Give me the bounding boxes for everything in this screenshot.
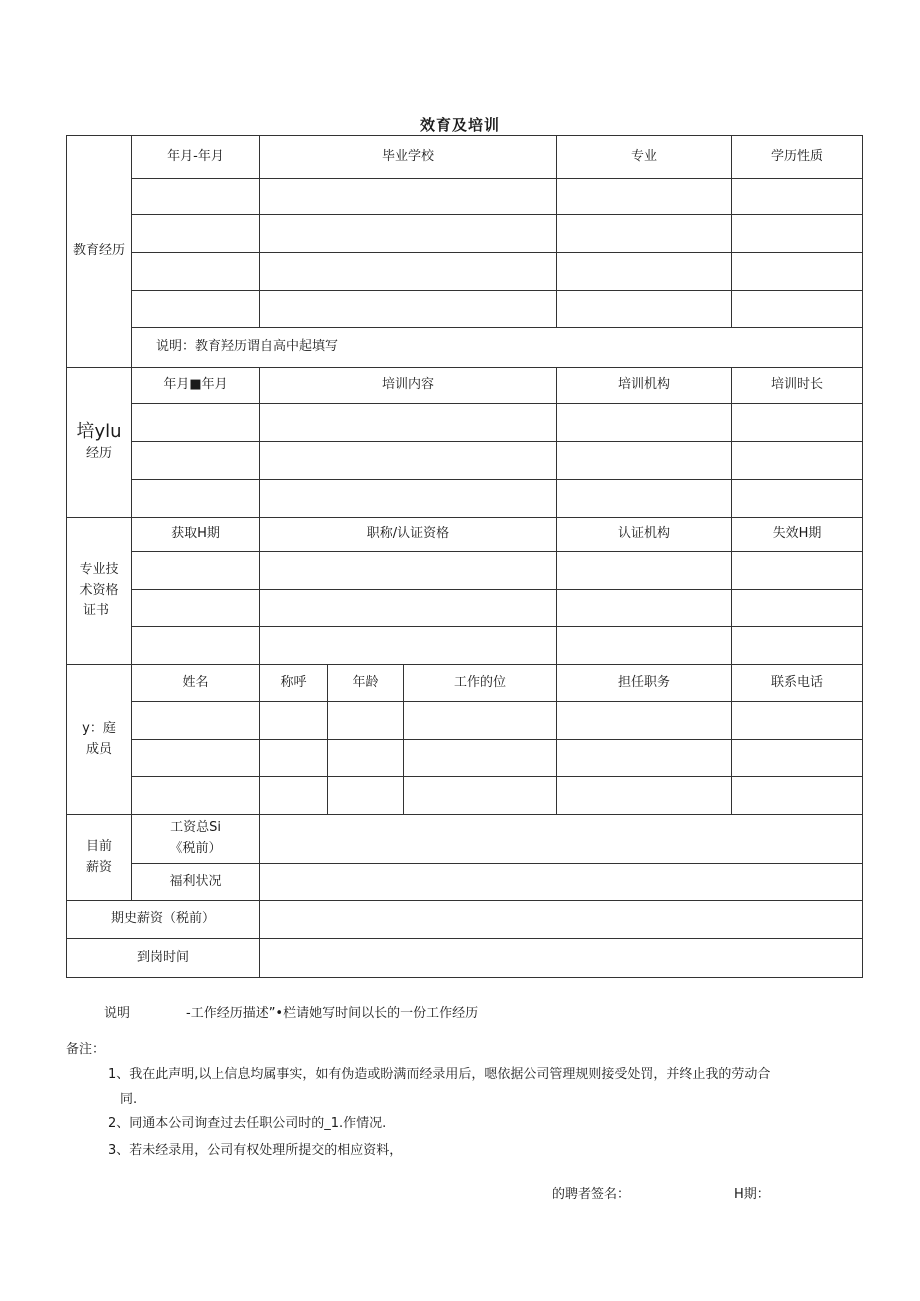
education-cell-school[interactable] — [260, 215, 557, 253]
family-cell-age[interactable] — [328, 777, 404, 815]
page-title: 效育及培训 — [419, 116, 500, 134]
education-cell-degree[interactable] — [732, 291, 863, 328]
family-row — [67, 740, 863, 777]
certificate-section-label-line3: 证书 — [83, 603, 110, 619]
education-cell-degree[interactable] — [732, 215, 863, 253]
certificate-cell-date[interactable] — [132, 552, 260, 590]
remarks-item-1-continued: 同. — [120, 1092, 138, 1107]
expected-salary-value[interactable] — [260, 901, 863, 939]
certificate-header-date: 获取H期 — [132, 518, 260, 552]
training-cell-content[interactable] — [260, 480, 557, 518]
certificate-header-qualification: 职称/认证资格 — [260, 518, 557, 552]
certificate-section-label-line1: 专业技 — [79, 561, 119, 577]
education-cell-major[interactable] — [557, 215, 732, 253]
training-cell-duration[interactable] — [732, 404, 863, 442]
family-header-workplace: 工作的位 — [404, 665, 557, 702]
training-row — [67, 404, 863, 442]
certificate-row — [67, 552, 863, 590]
certificate-header-expiry: 失效H期 — [732, 518, 863, 552]
remarks-item-1: 1、我在此声明,以上信息均属事实，如有伪造或盼满而经录用后，嗯依据公司管理规则接受处罚，并终止我的劳动合 — [108, 1067, 771, 1082]
family-cell-age[interactable] — [328, 740, 404, 777]
education-note: 说明：教育羟历谓自高中起填写 — [132, 328, 863, 368]
family-cell-workplace[interactable] — [404, 702, 557, 740]
certificate-header-institution: 认证机构 — [557, 518, 732, 552]
family-cell-workplace[interactable] — [404, 777, 557, 815]
certificate-cell-qualification[interactable] — [260, 552, 557, 590]
education-cell-period[interactable] — [132, 215, 260, 253]
education-note-row — [67, 328, 863, 368]
family-header-name: 姓名 — [132, 665, 260, 702]
certificate-section-label — [67, 518, 132, 665]
remarks-label: 备注： — [66, 1042, 106, 1057]
training-row — [67, 480, 863, 518]
certificate-row — [67, 627, 863, 665]
family-row — [67, 702, 863, 740]
family-cell-relation[interactable] — [260, 777, 328, 815]
education-header-period: 年月-年月 — [132, 136, 260, 179]
certificate-cell-qualification[interactable] — [260, 627, 557, 665]
training-cell-duration[interactable] — [732, 480, 863, 518]
education-cell-period[interactable] — [132, 291, 260, 328]
family-header-row — [67, 665, 863, 702]
certificate-cell-expiry[interactable] — [732, 627, 863, 665]
education-cell-period[interactable] — [132, 179, 260, 215]
training-header-duration: 培训时长 — [732, 368, 863, 404]
training-cell-content[interactable] — [260, 404, 557, 442]
family-header-relation: 称呼 — [260, 665, 328, 702]
education-row — [67, 179, 863, 215]
certificate-row — [67, 590, 863, 627]
education-cell-degree[interactable] — [732, 253, 863, 291]
signature-date-label: H期： — [734, 1187, 770, 1202]
family-cell-position[interactable] — [557, 777, 732, 815]
expected-salary-row — [67, 901, 863, 939]
education-cell-degree[interactable] — [732, 179, 863, 215]
training-header-content: 培训内容 — [260, 368, 557, 404]
certificate-cell-institution[interactable] — [557, 552, 732, 590]
salary-total-label-line2: 《税前） — [169, 841, 222, 856]
education-cell-major[interactable] — [557, 291, 732, 328]
training-header-period: 年月■年月 — [132, 368, 260, 404]
remarks-item-3: 3、若未经录用，公司有权处理所提交的相应资料， — [108, 1143, 403, 1158]
education-cell-school[interactable] — [260, 179, 557, 215]
footer-note-text: -工作经历描述”•栏请她写时间以长的一份工作经历 — [186, 1006, 479, 1021]
benefits-label: 福利状况 — [132, 864, 260, 901]
salary-total-label — [132, 815, 260, 864]
salary-section-label-line2: 薪资 — [85, 859, 112, 875]
family-header-phone: 联系电话 — [732, 665, 863, 702]
family-cell-relation[interactable] — [260, 740, 328, 777]
family-row — [67, 777, 863, 815]
family-cell-age[interactable] — [328, 702, 404, 740]
certificate-cell-institution[interactable] — [557, 590, 732, 627]
certificate-cell-expiry[interactable] — [732, 590, 863, 627]
arrival-time-row — [67, 939, 863, 978]
education-row — [67, 253, 863, 291]
family-cell-phone[interactable] — [732, 777, 863, 815]
training-cell-period[interactable] — [132, 404, 260, 442]
certificate-header-row — [67, 518, 863, 552]
training-header-row — [67, 368, 863, 404]
salary-total-value[interactable] — [260, 815, 863, 864]
salary-section-label — [67, 815, 132, 901]
education-header-degree: 学历性质 — [732, 136, 863, 179]
education-cell-school[interactable] — [260, 253, 557, 291]
education-cell-school[interactable] — [260, 291, 557, 328]
education-row — [67, 291, 863, 328]
certificate-cell-date[interactable] — [132, 590, 260, 627]
salary-section-label-line1: 目前 — [85, 838, 112, 854]
education-header-major: 专业 — [557, 136, 732, 179]
certificate-section-label-line2: 术资格 — [79, 582, 119, 598]
training-cell-institution[interactable] — [557, 480, 732, 518]
arrival-time-label: 到岗时间 — [67, 939, 260, 978]
signature-label: 的聘者签名： — [552, 1187, 631, 1202]
salary-total-row — [67, 815, 863, 864]
family-cell-name[interactable] — [132, 702, 260, 740]
training-cell-institution[interactable] — [557, 404, 732, 442]
arrival-time-value[interactable] — [260, 939, 863, 978]
family-cell-phone[interactable] — [732, 702, 863, 740]
family-cell-position[interactable] — [557, 702, 732, 740]
education-header-school: 毕业学校 — [260, 136, 557, 179]
training-header-institution: 培训机构 — [557, 368, 732, 404]
education-row — [67, 215, 863, 253]
expected-salary-label: 期史薪资（税前） — [67, 901, 260, 939]
family-cell-workplace[interactable] — [404, 740, 557, 777]
training-cell-period[interactable] — [132, 442, 260, 480]
benefits-row — [67, 864, 863, 901]
certificate-cell-date[interactable] — [132, 627, 260, 665]
training-row — [67, 442, 863, 480]
family-cell-name[interactable] — [132, 777, 260, 815]
family-cell-phone[interactable] — [732, 740, 863, 777]
education-cell-period[interactable] — [132, 253, 260, 291]
training-section-label-line2: 经历 — [85, 445, 112, 461]
salary-total-label-line1: 工资总Si — [170, 820, 221, 836]
certificate-cell-institution[interactable] — [557, 627, 732, 665]
training-cell-institution[interactable] — [557, 442, 732, 480]
benefits-value[interactable] — [260, 864, 863, 901]
footer-note-label: 说明 — [104, 1006, 131, 1021]
certificate-cell-qualification[interactable] — [260, 590, 557, 627]
education-section-label: 教育经历 — [67, 136, 132, 368]
family-header-age: 年龄 — [328, 665, 404, 702]
family-header-position: 担任职务 — [557, 665, 732, 702]
training-section-label-line1: 培ylu — [76, 421, 122, 443]
training-section-label — [67, 368, 132, 518]
education-cell-major[interactable] — [557, 179, 732, 215]
education-header-row — [67, 136, 863, 179]
application-form-table — [66, 135, 863, 978]
family-section-label — [67, 665, 132, 815]
family-cell-name[interactable] — [132, 740, 260, 777]
family-cell-position[interactable] — [557, 740, 732, 777]
family-section-label-line2: 成员 — [85, 741, 112, 757]
training-cell-content[interactable] — [260, 442, 557, 480]
training-cell-period[interactable] — [132, 480, 260, 518]
family-section-label-line1: y：庭 — [82, 720, 116, 736]
certificate-cell-expiry[interactable] — [732, 552, 863, 590]
training-cell-duration[interactable] — [732, 442, 863, 480]
family-cell-relation[interactable] — [260, 702, 328, 740]
remarks-item-2: 2、同通本公司询查过去任职公司时的_1.作情况. — [108, 1116, 387, 1131]
education-cell-major[interactable] — [557, 253, 732, 291]
